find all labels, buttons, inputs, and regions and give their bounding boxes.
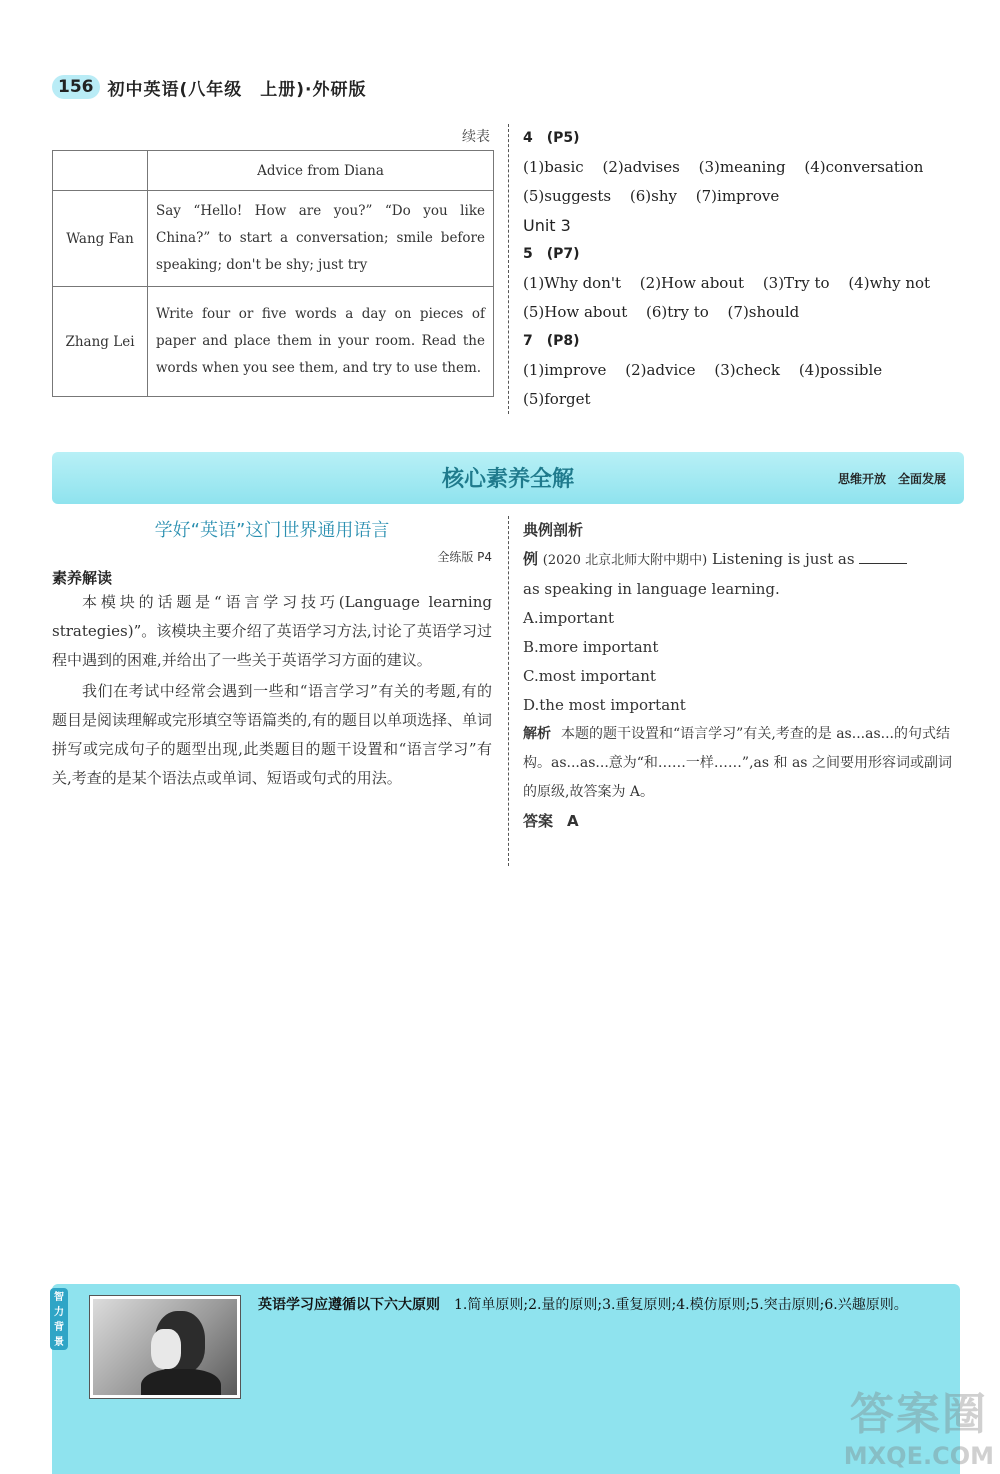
- answer-item: (2)How about: [639, 274, 745, 292]
- answer: [523, 807, 963, 836]
- exercise-label: 4 (P5): [523, 130, 580, 146]
- watermark-line2: MXQE.COM: [843, 1442, 994, 1470]
- answer-line: [523, 153, 963, 182]
- analysis: [523, 720, 963, 807]
- answer-item: (7)should: [727, 303, 800, 321]
- table-row: [53, 191, 494, 287]
- section-title: 学好“英语”这门世界通用语言: [154, 520, 390, 541]
- answer-item: (5)forget: [523, 390, 591, 408]
- answer-line: [523, 298, 963, 327]
- answer-item: (2)advice: [625, 361, 696, 379]
- answer-item: (5)How about: [523, 303, 628, 321]
- banner-tag: 思维开放 全面发展: [837, 472, 946, 486]
- portrait-photo: [90, 1296, 240, 1398]
- answer-item: (4)why not: [848, 274, 931, 292]
- table-header-row: [53, 151, 494, 191]
- answer-item: (3)meaning: [698, 158, 786, 176]
- answer-item: (6)try to: [646, 303, 709, 321]
- reference-label: 全练版 P4: [437, 550, 492, 564]
- page-header: [52, 72, 367, 102]
- answer-blank: [859, 550, 907, 564]
- watermark: [844, 1378, 994, 1470]
- column-divider-bottom: [508, 516, 509, 866]
- tip-title: 英语学习应遵循以下六大原则: [258, 1297, 440, 1313]
- example-question: [523, 545, 963, 575]
- paragraph: 本模块的话题是“语言学习技巧(Language learning strategies)”。该模块主要介绍了英语学习方法,讨论了英语学习过程中遇到的困难,并给出了一些关于英语学习方面的建议。: [52, 593, 492, 669]
- table-continued-label: 续表: [462, 129, 490, 145]
- analysis-text: 本题的题干设置和“语言学习”有关,考查的是 as...as...的句式结构。as...as...意为“和……一样……”,as 和 as 之间要用形容词或副词的原级,故答案为 A。: [523, 726, 952, 800]
- example-section: [523, 516, 963, 836]
- answer-item: (6)shy: [629, 187, 677, 205]
- option: D.the most important: [523, 696, 686, 714]
- answer-value: A: [567, 812, 579, 830]
- answer-key: [523, 124, 963, 414]
- answer-line: [523, 385, 963, 414]
- table-row: [53, 287, 494, 397]
- section-banner: [52, 452, 964, 504]
- sub-heading: 典例剖析: [523, 521, 584, 539]
- answer-item: (7)improve: [695, 187, 780, 205]
- advice-table: [52, 150, 494, 397]
- example-source: (2020 北京北师大附中期中): [542, 553, 708, 568]
- literacy-section: [52, 512, 492, 793]
- column-divider-top: [508, 124, 509, 414]
- table-corner-cell: [53, 151, 148, 191]
- answer-item: (3)Try to: [762, 274, 830, 292]
- table-name-cell: Zhang Lei: [53, 287, 148, 397]
- unit-heading: Unit 3: [523, 216, 571, 235]
- option: B.more important: [523, 638, 659, 656]
- book-title: 初中英语(八年级 上册)·外研版: [107, 79, 367, 100]
- exercise-label: 7 (P8): [523, 333, 580, 349]
- question-text: Listening is just as: [711, 550, 855, 568]
- answer-item: (1)Why don't: [523, 274, 622, 292]
- tip-content: 1.简单原则;2.量的原则;3.重复原则;4.模仿原则;5.突击原则;6.兴趣原则。: [454, 1297, 908, 1313]
- photo-body: [141, 1369, 221, 1398]
- answer-label: 答案: [523, 812, 554, 830]
- exercise-label: 5 (P7): [523, 246, 580, 262]
- banner-title: 核心素养全解: [441, 467, 574, 492]
- table-name-cell: Wang Fan: [53, 191, 148, 287]
- tip-text: [258, 1292, 948, 1318]
- answer-item: (1)basic: [523, 158, 584, 176]
- photo-face: [151, 1329, 181, 1369]
- answer-item: (1)improve: [523, 361, 607, 379]
- answer-line: [523, 269, 963, 298]
- question-text: as speaking in language learning.: [523, 580, 780, 598]
- answer-line: [523, 182, 963, 211]
- answer-line: [523, 356, 963, 385]
- paragraph: 我们在考试中经常会遇到一些和“语言学习”有关的考题,有的题目是阅读理解或完形填空等语篇类的,有的题目以单项选择、单词拼写或完成句子的题型出现,此类题目的题干设置和“语言学习”有关,考查的是某个语法点或单词、短语或句式的用法。: [52, 682, 492, 787]
- answer-item: (5)suggests: [523, 187, 612, 205]
- answer-item: (4)possible: [798, 361, 883, 379]
- option: A.important: [523, 609, 615, 627]
- sub-heading: 素养解读: [52, 569, 113, 587]
- table-advice-cell: Write four or five words a day on pieces of paper and place them in your room. Read the words when you see them, and try to use them.: [148, 287, 494, 397]
- example-label: 例: [523, 550, 539, 568]
- answer-item: (3)check: [714, 361, 781, 379]
- analysis-label: 解析: [523, 726, 551, 742]
- tip-side-label: 智力背景: [50, 1288, 68, 1350]
- page-number: 156: [52, 75, 100, 99]
- table-advice-cell: Say “Hello! How are you?” “Do you like China?” to start a conversation; smile before speaking; don't be shy; just try: [148, 191, 494, 287]
- answer-item: (2)advises: [602, 158, 680, 176]
- option: C.most important: [523, 667, 656, 685]
- answer-item: (4)conversation: [804, 158, 924, 176]
- watermark-line1: 答案圈: [849, 1389, 988, 1440]
- table-column-header: Advice from Diana: [148, 151, 494, 191]
